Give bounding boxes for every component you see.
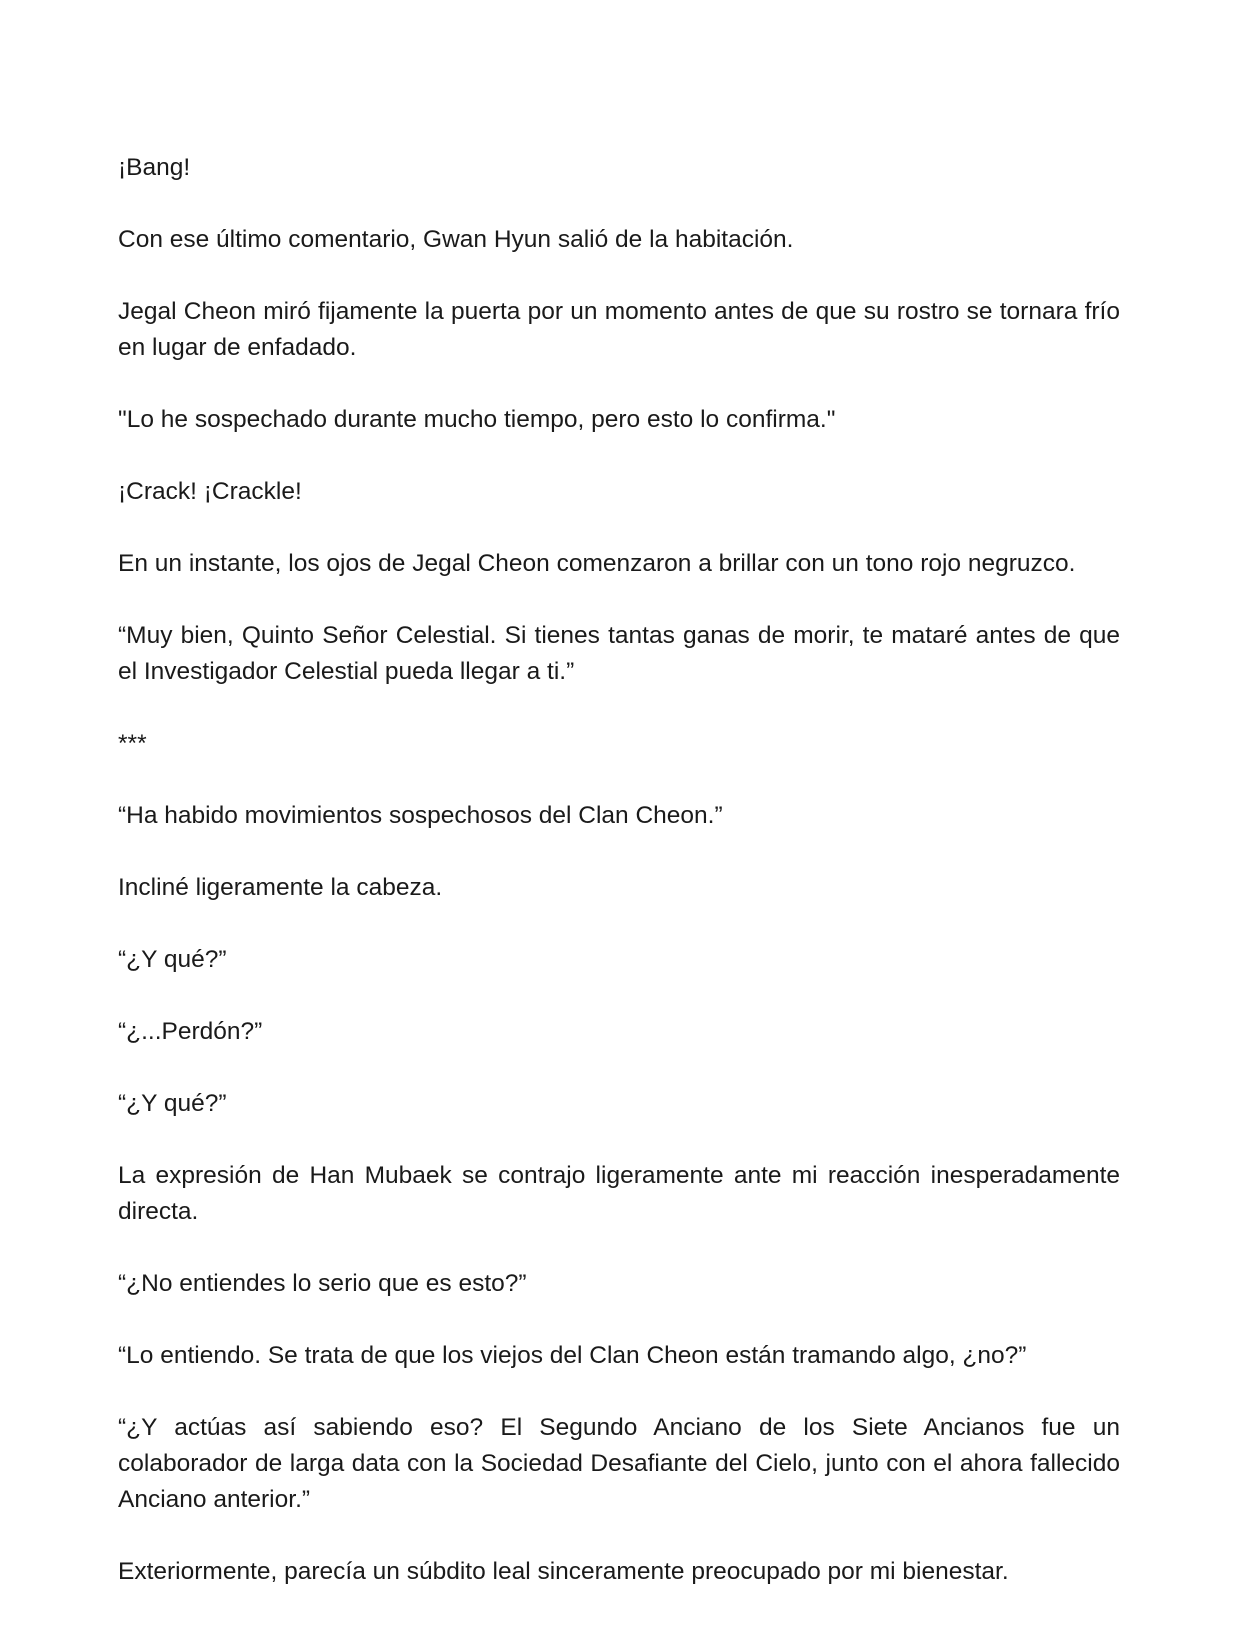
paragraph-quote: “Ha habido movimientos sospechosos del Clan Cheon.” [118, 802, 723, 829]
paragraph-bang: ¡Bang! [118, 154, 191, 181]
text-body [118, 150, 1120, 1626]
paragraph: La expresión de Han Mubaek se contrajo ligeramente ante mi reacción inesperadamente directa. [118, 1162, 1120, 1225]
paragraph-quote: “¿Y qué?” [118, 1090, 227, 1117]
paragraph: Jegal Cheon miró fijamente la puerta por un momento antes de que su rostro se tornara frío en lugar de enfadado. [118, 298, 1120, 361]
paragraph: Incliné ligeramente la cabeza. [118, 874, 443, 901]
paragraph-quote: “¿...Perdón?” [118, 1018, 263, 1045]
paragraph-sound-effect: ¡Crack! ¡Crackle! [118, 478, 302, 505]
paragraph: Con ese último comentario, Gwan Hyun salió de la habitación. [118, 226, 794, 253]
scene-break: *** [118, 730, 147, 757]
paragraph: En un instante, los ojos de Jegal Cheon comenzaron a brillar con un tono rojo negruzco. [118, 550, 1076, 577]
paragraph-quote: "Lo he sospechado durante mucho tiempo, pero esto lo confirma." [118, 406, 836, 433]
paragraph-quote: “¿Y actúas así sabiendo eso? El Segundo Anciano de los Siete Ancianos fue un colaborador de larga data con la Sociedad Desafiante del Cielo, junto con el ahora fallecido Anciano anterior.” [118, 1414, 1120, 1513]
paragraph-quote: “¿Y qué?” [118, 946, 227, 973]
paragraph-quote: “Lo entiendo. Se trata de que los viejos del Clan Cheon están tramando algo, ¿no?” [118, 1342, 1027, 1369]
paragraph: Exteriormente, parecía un súbdito leal sinceramente preocupado por mi bienestar. [118, 1558, 1009, 1585]
paragraph-quote: “Muy bien, Quinto Señor Celestial. Si tienes tantas ganas de morir, te mataré antes de que el Investigador Celestial pueda llegar a ti.” [118, 622, 1120, 685]
paragraph-quote: “¿No entiendes lo serio que es esto?” [118, 1270, 527, 1297]
